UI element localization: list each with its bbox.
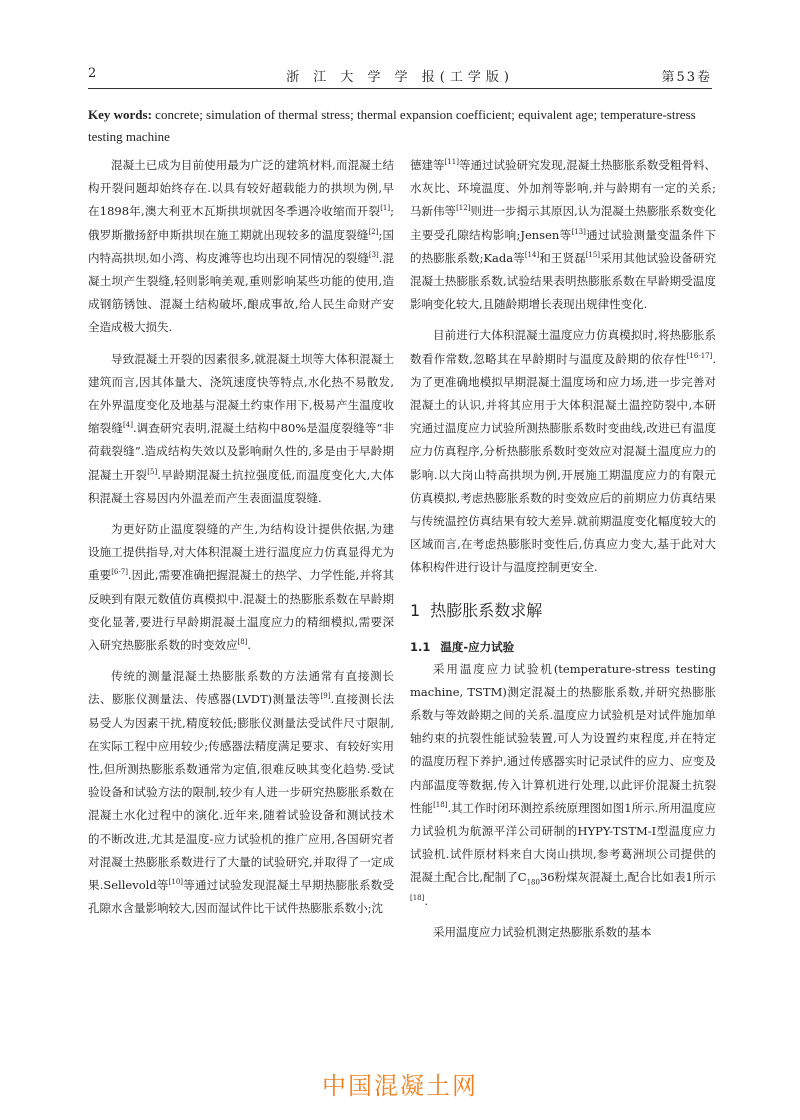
text-run: .直接测长法易受人为因素干扰,精度较低;膨胀仪测量法受试件尺寸限制,在实际工程中应用较少;传感器法精度满足要求、有较好实用性,但所测热膨胀系数通常为定值,很难反映其变化趋势.受试验设备和试验方法的限制,较少有人进一步研究热膨胀系数在混凝土水化过程中的演化.近年来,随着试验设备和测试技术的不断改进,尤其是温度-应力试验机的推广应用,各国研究者对混凝土热膨胀系数进行了大量的试验研究,并取得了一定成果.Sellevold等: [88, 692, 394, 893]
text-run: 为更好防止温度裂缝的产生,为结构设计提供依据,为建设施工提供指导,对大体积混凝土进行温度应力仿真显得尤为重要: [88, 522, 394, 583]
text-run: 36粉煤灰混凝土,配合比如表1所示: [539, 870, 716, 885]
keywords-label: Key words:: [88, 107, 152, 122]
text-run: .其工作时闭环测控系统原理图如图1所示.所用温度应力试验机为航源平洋公司研制的HYPY-TSTM-I型温度应力试验机.试件原材料来自大岗山拱坝,参考葛洲坝公司提供的混凝土配合比,配制了C: [410, 800, 717, 885]
subsection-heading: [410, 636, 716, 658]
site-watermark: 中国混凝土网: [322, 1072, 478, 1100]
citation-ref: [13]: [571, 227, 586, 236]
running-header: [88, 64, 712, 86]
text-run: 等通过试验研究发现,混凝土热膨胀系数受粗骨料、水灰比、环境温度、外加剂等影响,并与龄期有一定的关系;马新伟等: [410, 158, 717, 219]
left-column: [88, 154, 394, 929]
citation-ref: [6-7]: [111, 568, 128, 577]
text-run: 采用温度应力试验机测定热膨胀系数的基本: [433, 924, 652, 939]
text-run: 目前进行大体积混凝土温度应力仿真模拟时,将热膨胀系数看作常数,忽略其在早龄期时与温度及龄期的依存性: [410, 328, 716, 366]
text-run: 采用温度应力试验机(temperature-stress testing machine, TSTM)测定混凝土的热膨胀系数,并研究热膨胀系数与等效龄期之间的关系.温度应力试验机是对试件施加单轴约束的抗裂性能试验装置,可人为设置约束程度,并在特定的温度历程下养护,通过传感器实时记录试件的应力、应变及内部温度等数据,传入计算机进行处理,以此评价混凝土抗裂性能: [410, 661, 716, 815]
citation-ref: [15]: [585, 250, 601, 259]
right-column-body: [410, 658, 716, 944]
text-run: 采用其他试验设备研究混凝土热膨胀系数,试验结果表明热膨胀系数在早龄期受温度影响变化较大,且随龄期增长表现出规律性变化.: [410, 250, 717, 312]
text-run: .: [247, 638, 252, 653]
text-run: .早龄期混凝土抗拉强度低,而温度变化大,大体积混凝土容易因内外温差而产生表面温度裂缝.: [88, 467, 395, 505]
subscript: 180: [526, 878, 540, 887]
body-paragraph: [88, 518, 394, 657]
citation-ref: [10]: [168, 878, 184, 887]
citation-ref: [12]: [456, 204, 471, 213]
text-run: 和王贤磊: [539, 250, 586, 265]
citation-ref: [5]: [147, 467, 158, 476]
citation-ref: [8]: [237, 638, 248, 647]
keywords: [88, 104, 712, 148]
section-title: 热膨胀系数求解: [430, 600, 543, 620]
text-run: 等通过试验发现混凝土早期热膨胀系数受孔隙水含量影响较大,因而湿试件比干试件热膨胀系数小;沈: [88, 878, 395, 916]
text-run: ;国内特高拱坝,如小湾、构皮滩等也均出现不同情况的裂缝: [88, 227, 395, 265]
text-run: .为了更准确地模拟早期混凝土温度场和应力场,进一步完善对混凝土的认识,并将其应用于大体积混凝土温控防裂中,本研究通过温度应力试验所测热膨胀系数时变曲线,改进已有温度应力仿真程序,分析热膨胀系数时变效应对混凝土温度应力的影响.以大岗山特高拱坝为例,开展施工期温度应力的有限元仿真模拟,考虑热膨胀系数的时变效应后的前期应力仿真结果与传统温控仿真结果有较大差异.就前期温度变化幅度较大的区域而言,在考虑热膨胀时变性后,仿真应力变大,基于此对大体积构件进行设计与温度控制更安全.: [410, 351, 716, 575]
text-run: 传统的测量混凝土热膨胀系数的方法通常有直接测长法、膨胀仪测量法、传感器(LVDT)测量法等: [88, 669, 394, 707]
citation-ref: [9]: [320, 692, 331, 701]
citation-ref: [16-17]: [686, 351, 713, 360]
body-paragraph: [410, 324, 716, 579]
citation-ref: [2]: [368, 227, 379, 236]
text-run: 通过试验测量变温条件下的热膨胀系数;Kada等: [410, 227, 716, 265]
body-paragraph: [88, 665, 394, 920]
text-run: .调查研究表明,混凝土结构中80%是温度裂缝等“非荷载裂缝”.造成结构失效以及影响耐久性的,多是由于早龄期混凝土开裂: [88, 421, 395, 482]
volume-label: 第53卷: [661, 70, 712, 85]
text-run: 导致混凝土开裂的因素很多,就混凝土坝等大体积混凝土建筑而言,因其体量大、浇筑速度快等特点,水化热不易散发,在外界温度变化及地基与混凝土约束作用下,极易产生温度收缩裂缝: [88, 351, 394, 436]
section-heading: [410, 598, 716, 624]
citation-ref: [1]: [380, 204, 391, 213]
text-run: 混凝土已成为目前使用最为广泛的建筑材料,而混凝土结构开裂问题却始终存在.以具有较好超载能力的拱坝为例,早在1898年,澳大利亚木瓦斯拱坝就因冬季遇冷收缩而开裂: [88, 158, 394, 219]
subsection-title: 温度-应力试验: [440, 639, 515, 654]
citation-ref: [4]: [123, 421, 133, 430]
keywords-text: concrete; simulation of thermal stress; thermal expansion coefficient; equivalent age; temperature-stress testing machine: [88, 107, 696, 144]
right-column-intro: [410, 154, 716, 580]
citation-ref: [14]: [524, 250, 540, 259]
body-paragraph: [410, 658, 716, 913]
body-paragraph: [410, 921, 716, 944]
text-run: .因此,需要准确把握混凝土的热学、力学性能,并将其反映到有限元数值仿真模拟中.混凝土的热膨胀系数在早龄期变化显著,要进行早龄期混凝土温度应力的精细模拟,需要深入研究热膨胀系数的时变效应: [88, 568, 395, 653]
citation-ref: [11]: [444, 158, 459, 167]
text-run: .: [424, 893, 429, 908]
body-paragraph: [88, 154, 394, 340]
body-paragraph: [88, 348, 394, 510]
text-run: 德建等: [410, 158, 445, 172]
header-rule: [88, 88, 712, 89]
citation-ref: [3]: [368, 250, 379, 259]
citation-ref: [18]: [410, 893, 425, 902]
page-number: 2: [88, 66, 97, 81]
subsection-number: 1.1: [410, 639, 431, 654]
text-run: .混凝土坝产生裂缝,轻则影响美观,重则影响某些功能的使用,造成钢筋锈蚀、混凝土结构破坏,酿成事故,给人民生命财产安全造成极大损失.: [88, 250, 395, 335]
right-column: [410, 154, 716, 952]
body-paragraph: [410, 154, 716, 316]
journal-title: 浙 江 大 学 学 报(工学版): [286, 70, 514, 85]
citation-ref: [18]: [433, 801, 448, 810]
text-run: ;俄罗斯撒扬舒申斯拱坝在施工期就出现较多的温度裂缝: [88, 204, 394, 242]
section-number: 1: [410, 600, 421, 620]
text-run: 则进一步揭示其原因,认为混凝土热膨胀系数变化主要受孔隙结构影响;Jensen等: [410, 204, 717, 242]
